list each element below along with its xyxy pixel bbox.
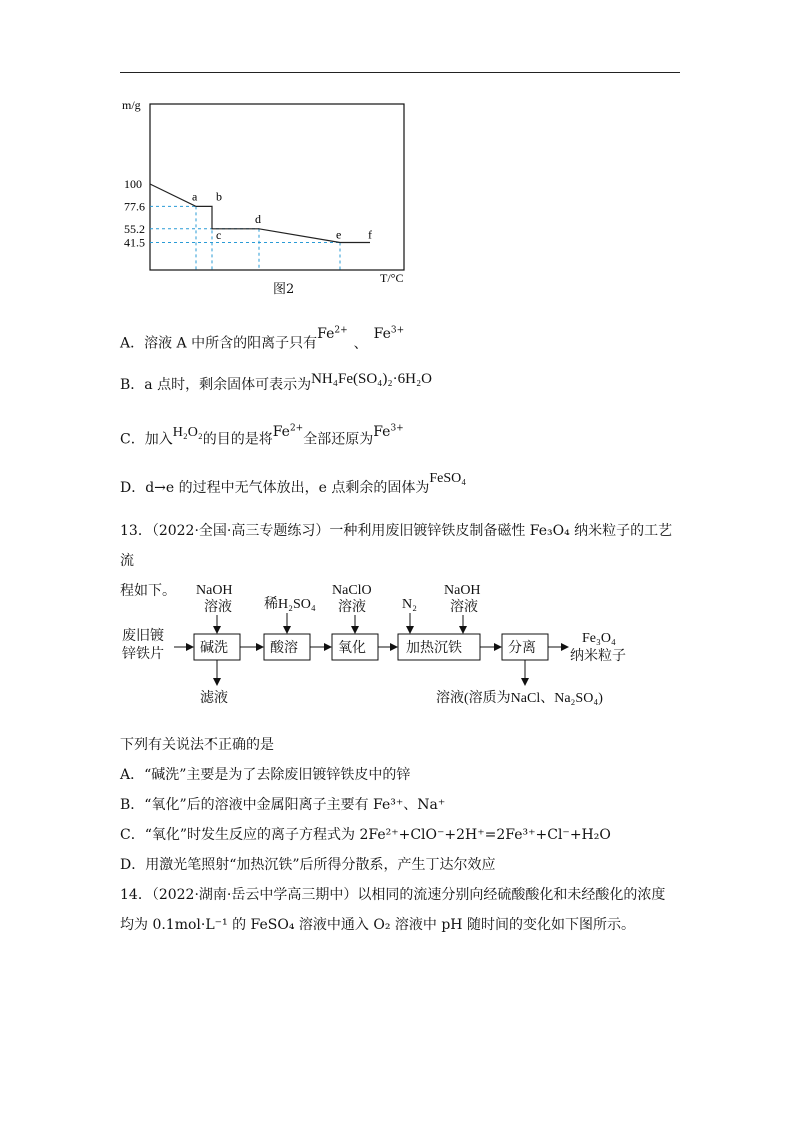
product-line1: Fe₃O₄: [582, 631, 616, 646]
separator: 、: [353, 335, 368, 352]
q13-stem-line1: 13．（2022·全国·高三专题练习）一种利用废旧镀锌铁皮制备磁性 Fe₃O₄ 纳米粒子的工艺流: [120, 523, 673, 569]
ion-fe2: Fe: [272, 423, 290, 440]
ion-fe2: Fe: [317, 325, 335, 342]
start-material-line2: 锌铁片: [122, 647, 164, 662]
input-naoh-1: NaOH: [196, 583, 233, 598]
step-alkali-wash: 碱洗: [200, 641, 228, 656]
point-label-e: e: [336, 227, 342, 242]
step-acid-dissolve: 酸溶: [270, 641, 298, 656]
ion-fe3: Fe: [373, 325, 391, 342]
option-a-text: A．溶液 A 中所含的阳离子只有: [120, 335, 318, 352]
q12-option-c: [120, 423, 404, 451]
q13-option-d: D．用激光笔照射“加热沉铁”后所得分散系，产生丁达尔效应: [120, 857, 496, 873]
waste-solution: 溶液(溶质为NaCl、Na₂SO₄): [436, 691, 603, 706]
q12-option-a: [120, 325, 405, 354]
y-axis-label: m/g: [122, 98, 141, 112]
q14-stem-line2: 均为 0.1mol·L⁻¹ 的 FeSO₄ 溶液中通入 O₂ 溶液中 pH 随时间的变化如下图所示。: [120, 917, 635, 933]
step-oxidation: 氧化: [338, 641, 366, 656]
input-naoh-1-solution: 溶液: [204, 600, 232, 615]
mass-temperature-chart: [118, 98, 418, 298]
ion-fe3: Fe: [373, 423, 391, 440]
point-label-a: a: [192, 189, 198, 204]
y-tick-label: 41.5: [124, 235, 145, 250]
option-b-text: B．a 点时，剩余固体可表示为: [120, 377, 312, 393]
process-flowchart: [118, 578, 638, 716]
q14-stem: [120, 880, 680, 940]
option-d-formula: FeSO₄: [429, 471, 467, 486]
input-naoh-2: NaOH: [444, 583, 481, 598]
point-label-d: d: [255, 211, 261, 226]
point-label-b: b: [216, 189, 222, 204]
ion-fe2-charge: 2+: [289, 423, 304, 433]
point-label-f: f: [368, 227, 372, 242]
input-naclo: NaClO: [332, 583, 372, 598]
q12-option-d: [120, 471, 467, 499]
y-tick-label: 77.6: [124, 199, 145, 214]
ion-fe3-charge: 3+: [390, 325, 405, 335]
q13-options: [120, 730, 680, 880]
option-b-formula: NH₄Fe(SO₄)₂·6H₂O: [311, 371, 433, 387]
q13-stem-line2: 程如下。: [120, 583, 176, 599]
step-heat-precipitate: 加热沉铁: [406, 641, 462, 656]
q14-stem-line1: 14．（2022·湖南·岳云中学高三期中）以相同的流速分别向经硫酸酸化和未经酸化的浓度: [120, 887, 666, 903]
product-line2: 纳米粒子: [570, 649, 626, 664]
option-c-mid2: 全部还原为: [303, 431, 374, 448]
q12-option-b: [120, 371, 433, 395]
option-c-reagent: H₂O₂: [172, 424, 203, 440]
option-c-mid: 的目的是将: [202, 431, 273, 448]
chart-frame: [150, 104, 404, 270]
input-naclo-solution: 溶液: [338, 600, 366, 615]
ion-fe3-charge: 3+: [390, 423, 404, 433]
waste-filtrate: 滤液: [200, 691, 228, 706]
input-dilute-h2so4: 稀H₂SO₄: [264, 597, 316, 612]
start-material-line1: 废旧镀: [122, 629, 164, 644]
option-c-text: C．加入: [120, 431, 173, 448]
x-axis-label: T/°C: [380, 271, 404, 285]
step-separation: 分离: [508, 641, 536, 656]
point-label-c: c: [216, 227, 222, 242]
input-naoh-2-solution: 溶液: [450, 600, 478, 615]
figure-caption: 图2: [273, 282, 295, 297]
q13-question-emphasis: 不: [204, 737, 218, 753]
option-d-text: D．d→e 的过程中无气体放出，e 点剩余的固体为: [120, 480, 430, 496]
y-tick-label: 100: [124, 177, 142, 191]
input-n2: N₂: [402, 597, 417, 612]
ion-fe2-charge: 2+: [334, 325, 348, 335]
q13-option-c: C．“氧化”时发生反应的离子方程式为 2Fe²⁺+ClO⁻+2H⁺=2Fe³⁺+Cl⁻+H₂O: [120, 827, 611, 843]
q13-option-b: B．“氧化”后的溶液中金属阳离子主要有 Fe³⁺、Na⁺: [120, 797, 446, 813]
q13-question-pre: 下列有关说法: [120, 737, 204, 753]
q13-question: [120, 730, 680, 760]
y-tick-label: 55.2: [124, 221, 145, 236]
q13-option-a: A．“碱洗”主要是为了去除废旧镀锌铁皮中的锌: [120, 767, 411, 783]
q13-question-post: 正确的是: [218, 737, 274, 753]
header-rule: [120, 72, 680, 73]
